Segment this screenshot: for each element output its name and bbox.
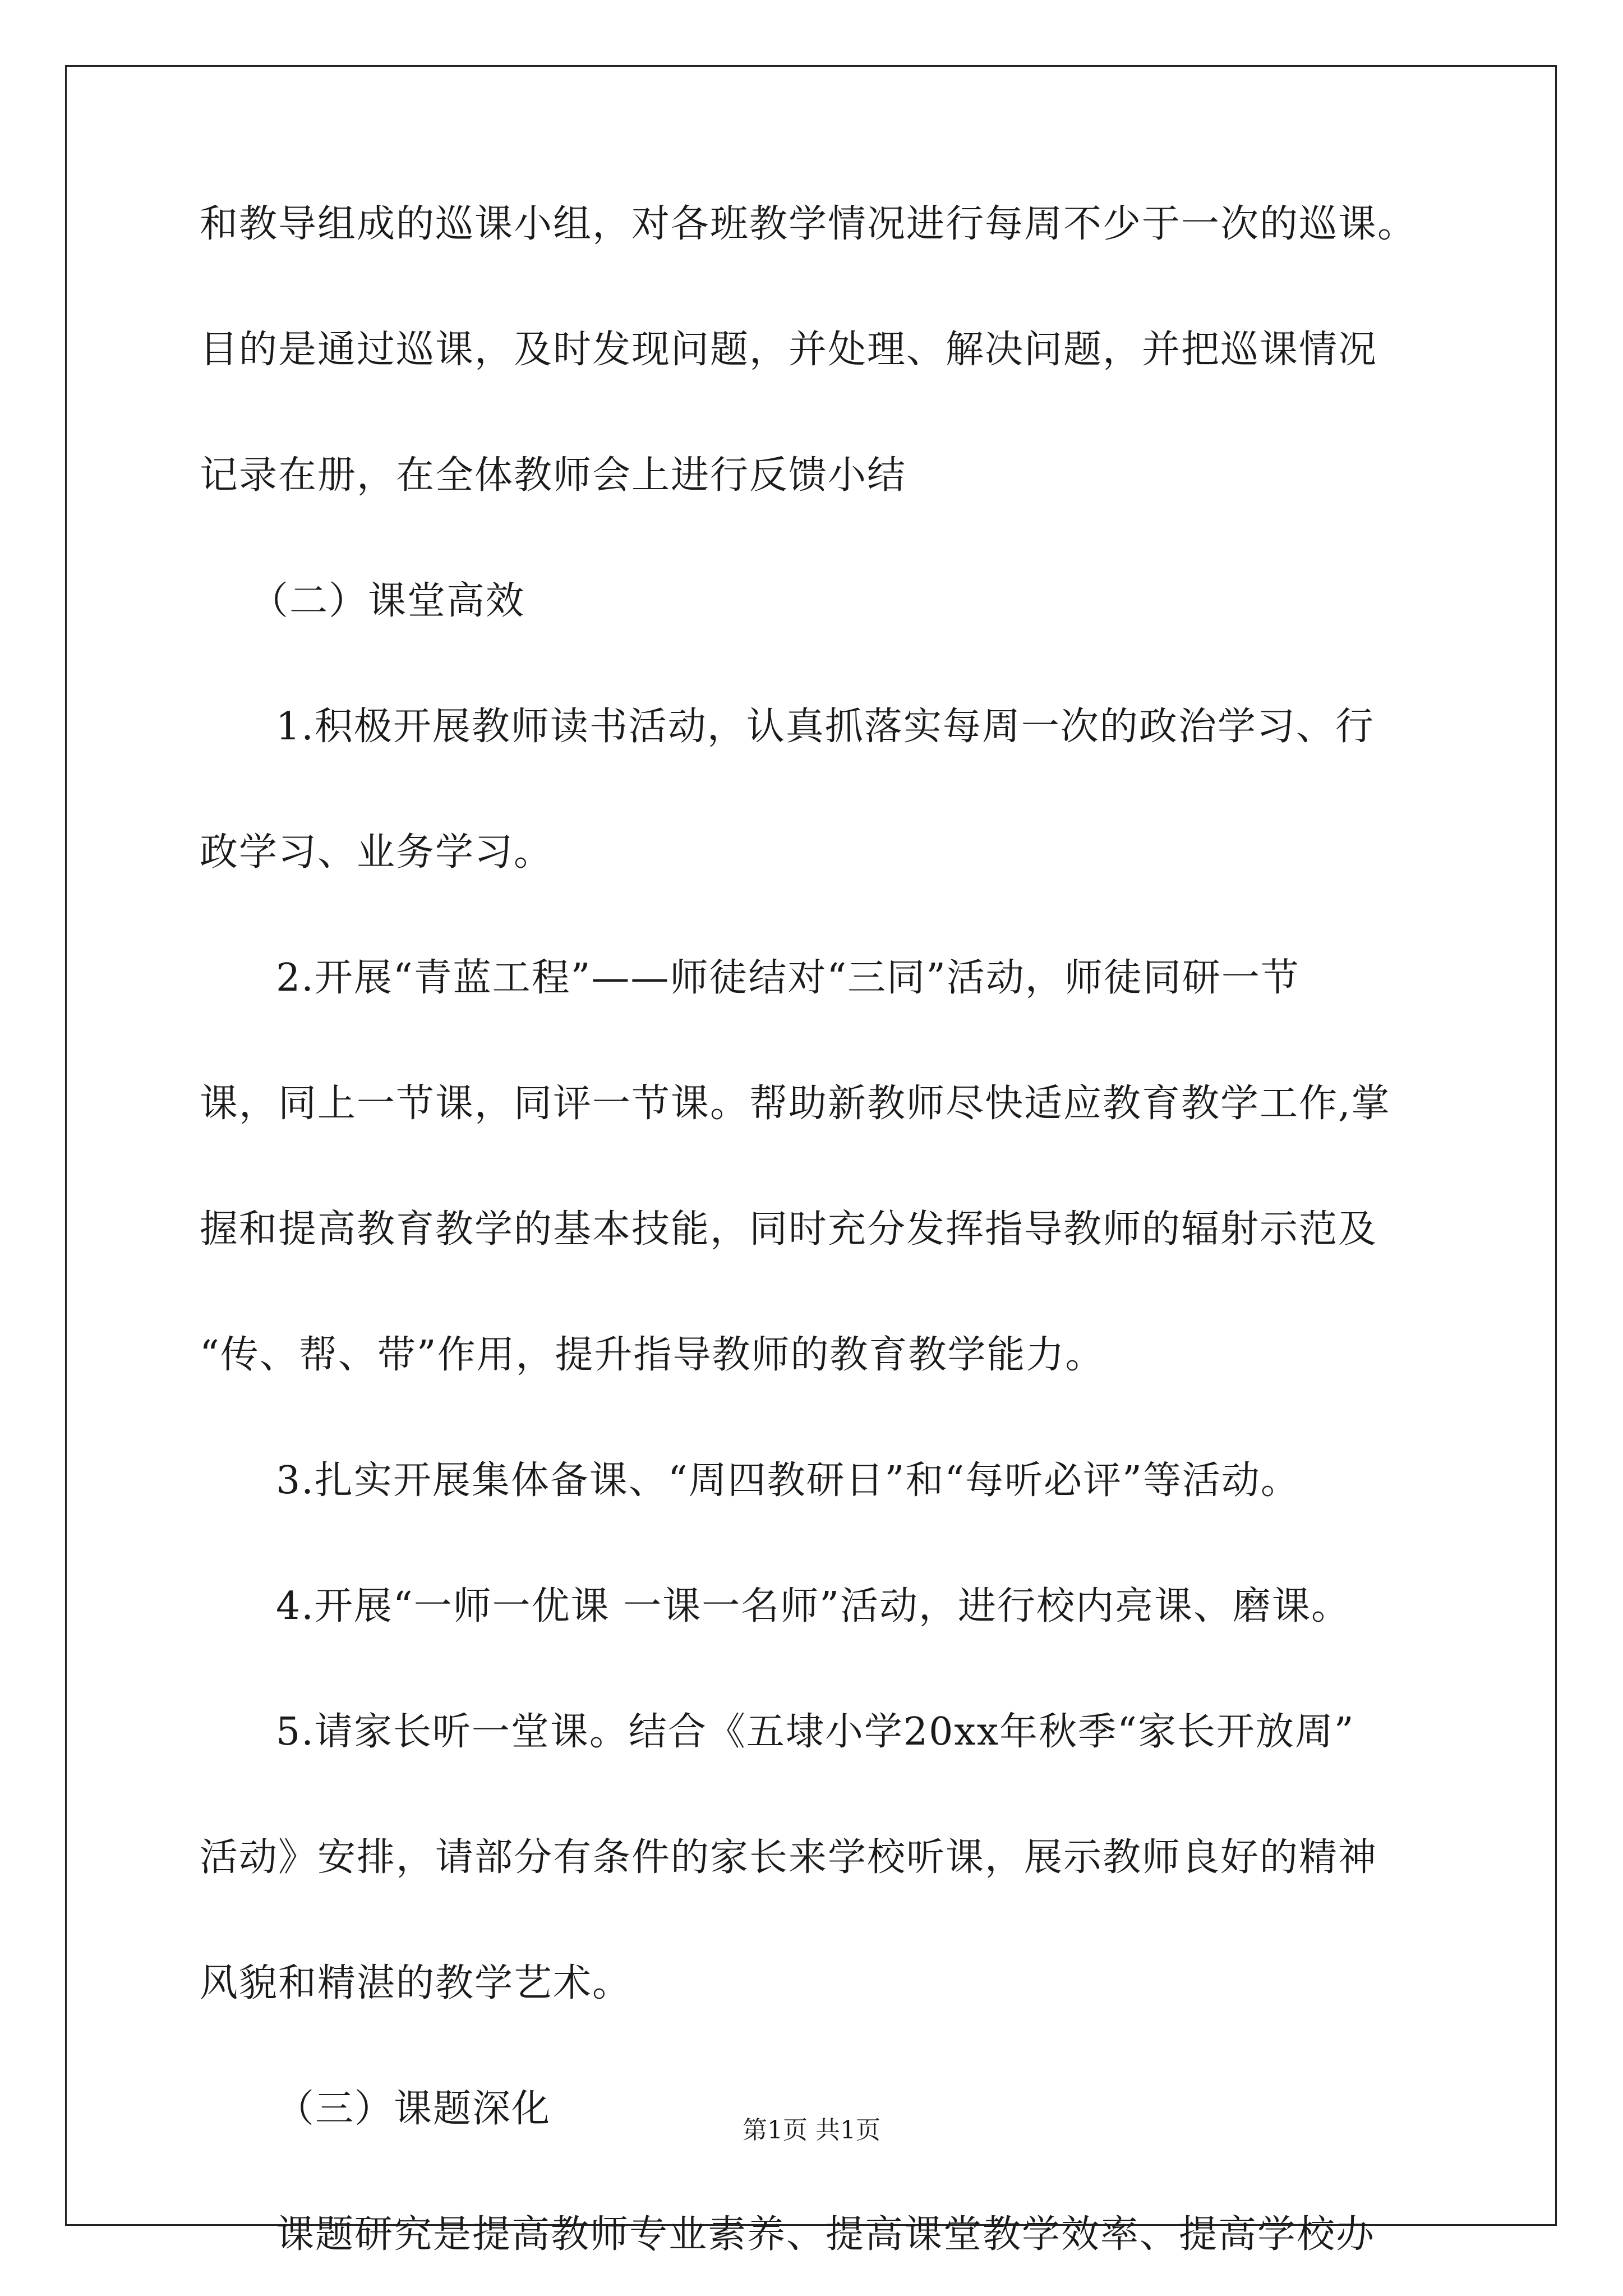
section-heading: （二）课堂高效 xyxy=(250,579,525,623)
paragraph-line: 风貌和精湛的教学艺术。 xyxy=(200,1961,632,2005)
paragraph-line: 2.开展“青蓝工程”——师徒结对“三同”活动，师徒同研一节 xyxy=(276,956,1300,1000)
section-heading: （三）课题深化 xyxy=(276,2087,551,2131)
paragraph-line: 握和提高教育教学的基本技能，同时充分发挥指导教师的辐射示范及 xyxy=(200,1207,1378,1251)
page-number: 第1页 共1页 xyxy=(743,2116,880,2145)
paragraph-line: 活动》安排，请部分有条件的家长来学校听课，展示教师良好的精神 xyxy=(200,1835,1378,1880)
paragraph-line: 记录在册，在全体教师会上进行反馈小结 xyxy=(200,453,907,498)
paragraph-line: 课，同上一节课，同评一节课。帮助新教师尽快适应教育教学工作,掌 xyxy=(200,1082,1391,1126)
paragraph-line: 课题研究是提高教师专业素养、提高课堂教学效率、提高学校办 xyxy=(276,2212,1376,2257)
paragraph-line: 5.请家长听一堂课。结合《五埭小学20xx年秋季“家长开放周” xyxy=(276,1710,1355,1754)
paragraph-line: 3.扎实开展集体备课、“周四教研日”和“每听必评”等活动。 xyxy=(276,1458,1300,1503)
paragraph-line: 1.积极开展教师读书活动，认真抓落实每周一次的政治学习、行 xyxy=(276,705,1375,749)
paragraph-line: 政学习、业务学习。 xyxy=(200,830,554,875)
paragraph-line: 和教导组成的巡课小组，对各班教学情况进行每周不少于一次的巡课。 xyxy=(200,202,1417,246)
paragraph-line: 目的是通过巡课，及时发现问题，并处理、解决问题，并把巡课情况 xyxy=(200,328,1378,372)
page-border xyxy=(65,65,1557,2226)
paragraph-line: 4.开展“一师一优课 一课一名师”活动，进行校内亮课、磨课。 xyxy=(276,1584,1351,1628)
paragraph-line: “传、帮、带”作用，提升指导教师的教育教学能力。 xyxy=(200,1333,1105,1377)
